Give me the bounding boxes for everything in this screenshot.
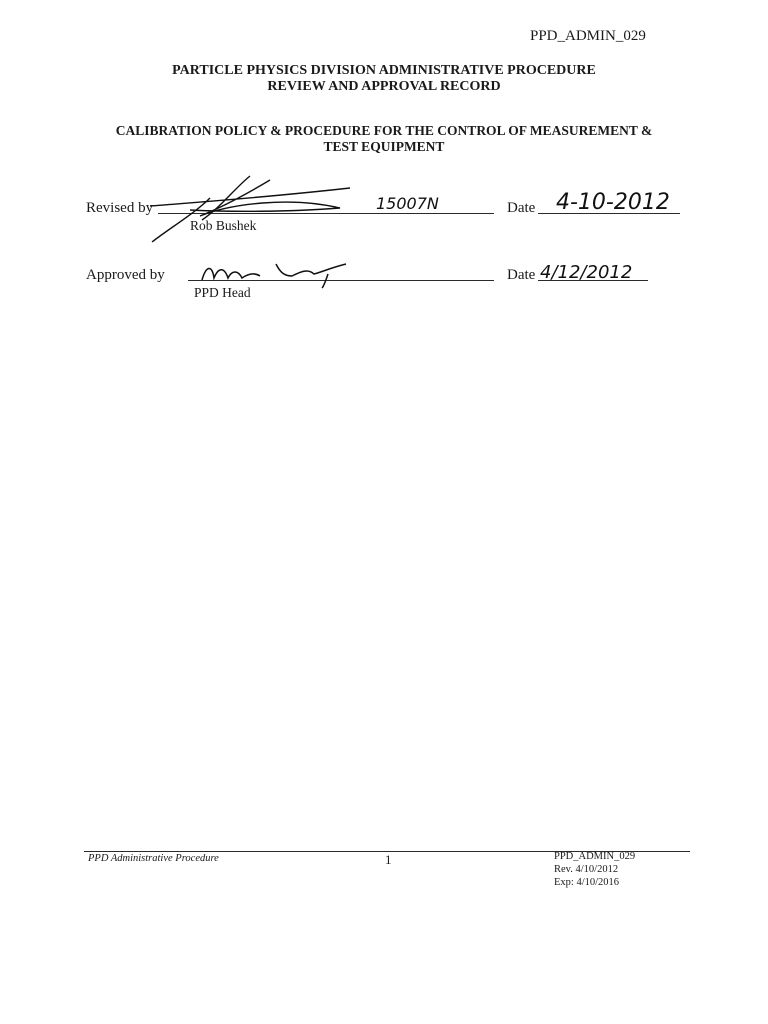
footer-doc-id: PPD_ADMIN_029 — [554, 851, 636, 862]
approved-by-label: Approved by — [86, 267, 165, 283]
revised-id-handwritten: 15007N — [376, 194, 439, 213]
footer-revision: Rev. 4/10/2012 — [554, 864, 619, 875]
approved-role: PPD Head — [194, 285, 251, 300]
footer-expiration: Exp: 4/10/2016 — [554, 877, 620, 888]
title-line-2: REVIEW AND APPROVAL RECORD — [267, 79, 501, 94]
document-id: PPD_ADMIN_029 — [530, 28, 646, 44]
footer-left-text: PPD Administrative Procedure — [88, 853, 219, 864]
footer-page-number: 1 — [385, 852, 392, 867]
revised-by-label: Revised by — [86, 200, 154, 216]
subject-line-1: CALIBRATION POLICY & PROCEDURE FOR THE CONTROL OF MEASUREMENT & — [115, 123, 653, 138]
subject-line-2: TEST EQUIPMENT — [323, 139, 445, 154]
revised-name: Rob Bushek — [190, 218, 257, 233]
revised-signature — [140, 168, 370, 248]
revised-date-label: Date — [507, 200, 536, 216]
revised-date-handwritten: 4-10-2012 — [556, 190, 670, 215]
approved-date-label: Date — [507, 267, 536, 283]
approved-date-handwritten: 4/12/2012 — [540, 262, 633, 283]
title-line-1: PARTICLE PHYSICS DIVISION ADMINISTRATIVE PROCEDURE — [172, 63, 596, 78]
